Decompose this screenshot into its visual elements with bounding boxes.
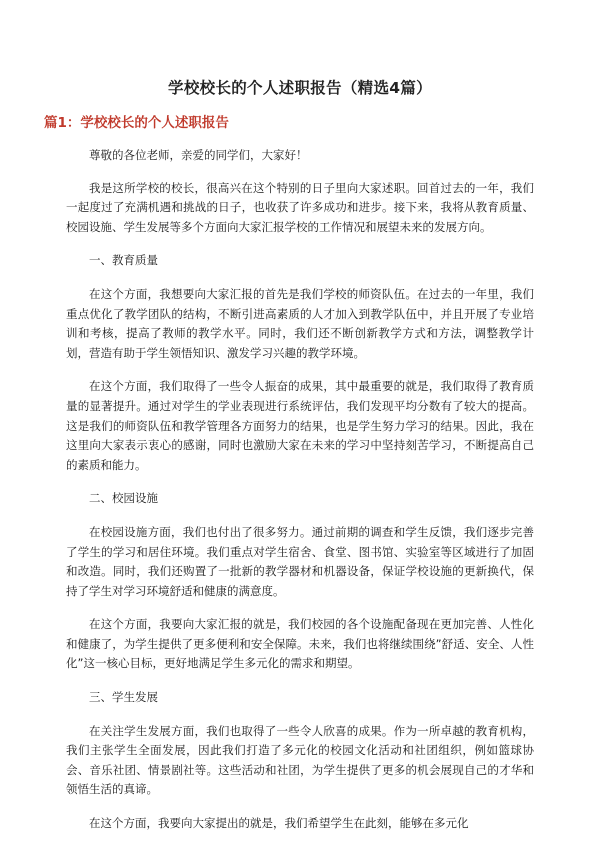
student-development-heading: 三、学生发展 xyxy=(89,690,158,705)
education-quality-paragraph-2: 在这个方面，我们取得了一些令人振奋的成果，其中最重要的就是，我们取得了教育质量的显著提升。通过对学生的学业表现进行系统评估，我们发现平均分数有了较大的提高。这是我们的师资队伍和教学管理各方面努力的结果，也是学生努力学习的结果。因此，我在这里向大家表示衷心的感谢，同时也激励大家在未来的学习中坚持刻苦学习，不断提高自己的素质和能力。 xyxy=(66,379,534,472)
campus-facilities-paragraph-2: 在这个方面，我要向大家汇报的就是，我们校园的各个设施配备现在更加完善、人性化和健康了，为学生提供了更多便利和安全保障。未来，我们也将继续围绕”舒适、安全、人性化”这一核心目标，更好地满足学生多元化的需求和期望。 xyxy=(66,617,534,671)
document-title: 学校校长的个人述职报告（精选4篇） xyxy=(168,79,432,97)
intro-paragraph: 我是这所学校的校长，很高兴在这个特别的日子里向大家述职。回首过去的一年，我们一起度过了充满机遇和挑战的日子，也收获了许多成功和进步。接下来，我将从教育质量、校园设施、学生发展等多个方面向大家汇报学校的工作情况和展望未来的发展方向。 xyxy=(66,180,534,234)
education-quality-paragraph-1: 在这个方面，我想要向大家汇报的首先是我们学校的师资队伍。在过去的一年里，我们重点优化了教学团队的结构，不断引进高素质的人才加入到教学队伍中，并且开展了专业培训和考核，提高了教师的教学水平。同时，我们还不断创新教学方式和方法，调整教学计划，营造有助于学生领悟知识、激发学习兴趣的教学环境。 xyxy=(66,286,534,360)
student-development-paragraph-2: 在这个方面，我要向大家提出的就是，我们希望学生在此刻，能够在多元化 xyxy=(89,816,469,831)
student-development-paragraph-1: 在关注学生发展方面，我们也取得了一些令人欣喜的成果。作为一所卓越的教育机构，我们主张学生全面发展，因此我们打造了多元化的校园文化活动和社团组织，例如篮球协会、音乐社团、情景剧社等。这些活动和社团，为学生提供了更多的机会展现自己的才华和领悟生活的真谛。 xyxy=(66,723,534,797)
document-body xyxy=(66,146,534,834)
campus-facilities-heading: 二、校园设施 xyxy=(89,491,158,506)
greeting-paragraph: 尊敬的各位老师，亲爱的同学们，大家好！ xyxy=(89,148,308,162)
education-quality-heading: 一、教育质量 xyxy=(89,253,158,268)
campus-facilities-paragraph-1: 在校园设施方面，我们也付出了很多努力。通过前期的调查和学生反馈，我们逐步完善了学生的学习和居住环境。我们重点对学生宿舍、食堂、图书馆、实验室等区域进行了加固和改造。同时，我们还购置了一批新的教学器材和机器设备，保证学校设施的更新换代，保持了学生对学习环境舒适和健康的满意度。 xyxy=(66,524,534,598)
section-heading: 篇1：学校校长的个人述职报告 xyxy=(44,115,229,131)
